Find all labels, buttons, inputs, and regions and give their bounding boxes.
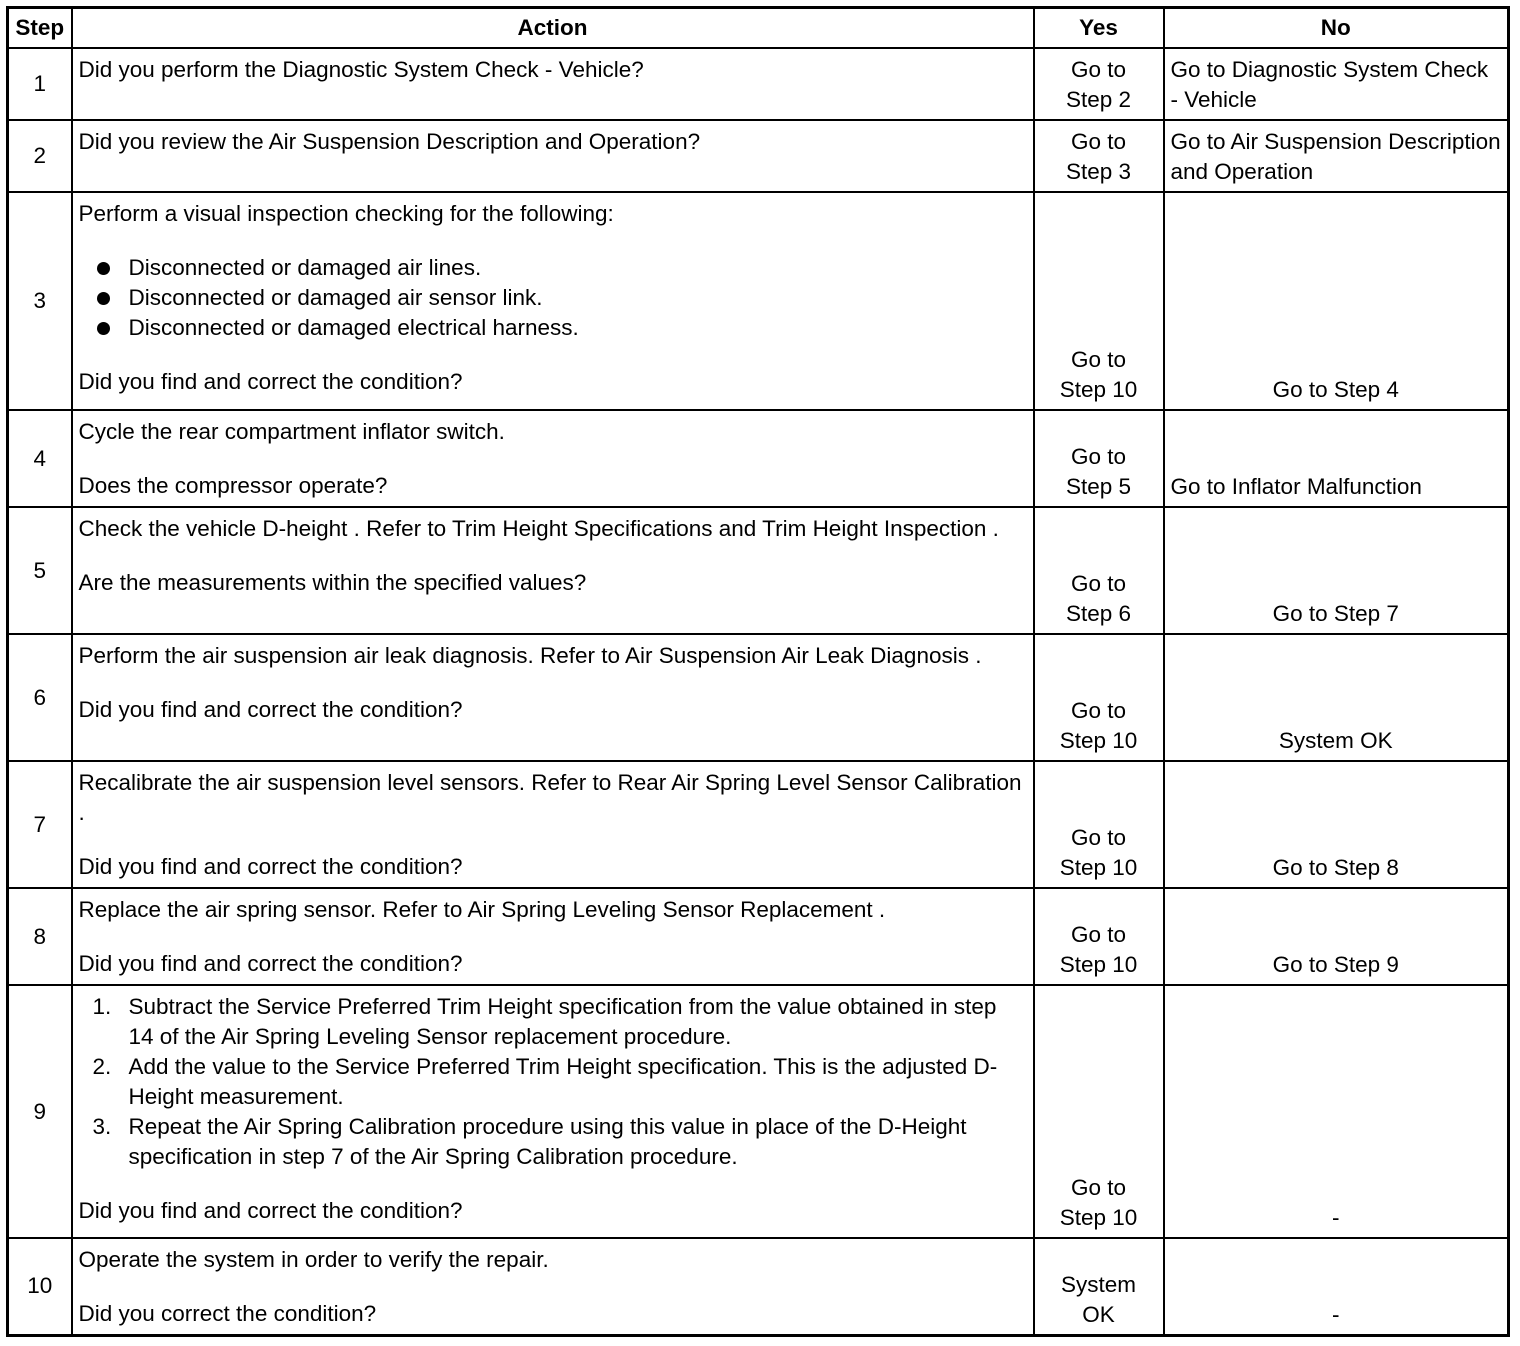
action-question: Did you find and correct the condition?	[78, 369, 463, 394]
yes-line: Go to	[1070, 57, 1127, 82]
table-row	[8, 48, 1509, 120]
yes-cell	[1034, 120, 1164, 192]
yes-line: Go to	[1070, 129, 1127, 154]
list-item-text: Repeat the Air Spring Calibration procedure using this value in place of the D-Height specification in step 7 of the Air Spring Calibration procedure.	[128, 1114, 967, 1169]
table-row	[8, 888, 1509, 985]
yes-cell	[1034, 192, 1164, 410]
action-cell	[72, 888, 1034, 985]
action-cell	[72, 634, 1034, 761]
action-question: Did you find and correct the condition?	[78, 1198, 463, 1223]
list-item-text: Disconnected or damaged air sensor link.	[128, 285, 543, 310]
table-row	[8, 507, 1509, 634]
list-item-text: Subtract the Service Preferred Trim Height specification from the value obtained in step 14 of the Air Spring Leveling Sensor replacement procedure.	[128, 994, 997, 1049]
yes-line: Step 6	[1065, 601, 1132, 626]
list-item-text: Disconnected or damaged electrical harness.	[128, 315, 579, 340]
table-row	[8, 761, 1509, 888]
no-cell: Go to Step 9	[1164, 888, 1509, 985]
header-row	[8, 8, 1509, 49]
yes-line: Step 10	[1059, 855, 1138, 880]
table-row	[8, 1238, 1509, 1335]
step-number: 10	[8, 1238, 72, 1335]
bullet-icon	[97, 262, 110, 275]
action-text: Did you perform the Diagnostic System Check - Vehicle?	[72, 48, 1034, 120]
action-question: Are the measurements within the specified values?	[78, 570, 587, 595]
no-cell: -	[1164, 1238, 1509, 1335]
action-text: Did you review the Air Suspension Description and Operation?	[72, 120, 1034, 192]
yes-line: Step 10	[1059, 728, 1138, 753]
action-intro: Perform a visual inspection checking for the following:	[78, 201, 614, 226]
list-item	[97, 283, 1027, 313]
no-cell: Go to Step 8	[1164, 761, 1509, 888]
table-row	[8, 634, 1509, 761]
diagnostic-table	[6, 6, 1510, 1337]
list-item-number: 2.	[92, 1054, 112, 1079]
list-item-text: Add the value to the Service Preferred Trim Height specification. This is the adjusted D-Height measurement.	[128, 1054, 998, 1109]
yes-line: Go to	[1070, 922, 1127, 947]
step-number: 6	[8, 634, 72, 761]
yes-line: Go to	[1070, 698, 1127, 723]
action-cell	[72, 410, 1034, 507]
yes-line: Go to	[1070, 825, 1127, 850]
action-intro: Perform the air suspension air leak diagnosis. Refer to Air Suspension Air Leak Diagnosis .	[78, 643, 982, 668]
bullet-icon	[97, 322, 110, 335]
list-item	[93, 1112, 1027, 1172]
action-intro: Cycle the rear compartment inflator switch.	[78, 419, 505, 444]
list-item	[97, 313, 1027, 343]
step-number: 4	[8, 410, 72, 507]
yes-cell	[1034, 48, 1164, 120]
no-cell: Go to Air Suspension Description and Operation	[1164, 120, 1509, 192]
yes-line: Step 5	[1065, 474, 1132, 499]
inspection-list	[79, 253, 1027, 343]
yes-line: System	[1060, 1271, 1136, 1297]
header-action: Action	[72, 8, 1034, 49]
action-cell	[72, 507, 1034, 634]
yes-line: Step 10	[1059, 952, 1138, 977]
bullet-icon	[97, 292, 110, 305]
procedure-list	[79, 992, 1027, 1172]
header-yes: Yes	[1034, 8, 1164, 49]
action-intro: Replace the air spring sensor. Refer to Air Spring Leveling Sensor Replacement .	[78, 897, 886, 922]
step-number: 8	[8, 888, 72, 985]
yes-line: Go to	[1070, 1175, 1127, 1200]
action-cell	[72, 192, 1034, 410]
list-item	[93, 992, 1027, 1052]
action-question: Did you find and correct the condition?	[78, 854, 463, 879]
step-number: 7	[8, 761, 72, 888]
action-cell	[72, 761, 1034, 888]
action-cell	[72, 1238, 1034, 1335]
yes-line: Step 10	[1059, 1205, 1138, 1230]
yes-cell	[1034, 634, 1164, 761]
action-intro: Recalibrate the air suspension level sensors. Refer to Rear Air Spring Level Sensor Calibration .	[78, 770, 1022, 825]
header-no: No	[1164, 8, 1509, 49]
list-item	[97, 253, 1027, 283]
step-number: 5	[8, 507, 72, 634]
step-number: 3	[8, 192, 72, 410]
list-item-number: 3.	[92, 1114, 112, 1139]
yes-line: Go to	[1070, 347, 1127, 372]
table-row	[8, 985, 1509, 1238]
yes-cell	[1034, 888, 1164, 985]
table-row	[8, 410, 1509, 507]
yes-cell	[1034, 985, 1164, 1238]
yes-cell	[1034, 410, 1164, 507]
no-cell: System OK	[1164, 634, 1509, 761]
yes-cell	[1034, 507, 1164, 634]
step-number: 9	[8, 985, 72, 1238]
no-cell: Go to Inflator Malfunction	[1164, 410, 1509, 507]
action-question: Did you correct the condition?	[78, 1301, 377, 1326]
yes-line: Step 2	[1065, 87, 1132, 112]
step-number: 1	[8, 48, 72, 120]
yes-cell	[1034, 761, 1164, 888]
action-intro: Check the vehicle D-height . Refer to Trim Height Specifications and Trim Height Inspection .	[78, 516, 999, 541]
no-cell: -	[1164, 985, 1509, 1238]
yes-cell	[1034, 1238, 1164, 1335]
action-question: Did you find and correct the condition?	[78, 697, 463, 722]
table-row	[8, 192, 1509, 410]
no-cell: Go to Step 4	[1164, 192, 1509, 410]
list-item-number: 1.	[92, 994, 112, 1019]
yes-line: Step 3	[1065, 159, 1132, 184]
yes-line: OK	[1082, 1301, 1115, 1327]
header-step: Step	[8, 8, 72, 49]
list-item	[93, 1052, 1027, 1112]
no-cell: Go to Diagnostic System Check - Vehicle	[1164, 48, 1509, 120]
step-number: 2	[8, 120, 72, 192]
action-cell	[72, 985, 1034, 1238]
yes-line: Go to	[1070, 571, 1127, 596]
yes-line: Step 10	[1059, 377, 1138, 402]
action-intro: Operate the system in order to verify the repair.	[78, 1247, 549, 1272]
no-cell: Go to Step 7	[1164, 507, 1509, 634]
table-row	[8, 120, 1509, 192]
action-question: Did you find and correct the condition?	[78, 951, 463, 976]
yes-line: Go to	[1070, 444, 1127, 469]
action-question: Does the compressor operate?	[78, 473, 388, 498]
list-item-text: Disconnected or damaged air lines.	[128, 255, 482, 280]
